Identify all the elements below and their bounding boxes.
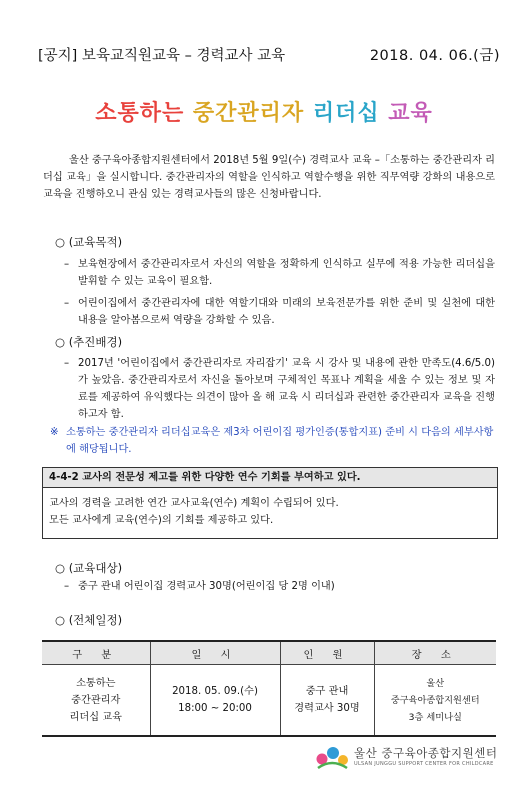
schedule-table <box>42 640 496 737</box>
evaluation-note <box>50 424 496 458</box>
background-list <box>64 355 495 423</box>
note-mark: ※ <box>50 427 59 438</box>
purpose-item-1: 보육현장에서 중간관리자로서 자신의 역할을 정확하게 인식하고 실무에 적용 가능한 리더십을 발휘할 수 있는 교육이 필요함. <box>78 259 495 287</box>
list-item: – 보육현장에서 중간관리자로서 자신의 역할을 정확하게 인식하고 실무에 적용 가능한 리더십을 발휘할 수 있는 교육이 필요함. <box>64 256 495 290</box>
cell-line: 중구 관내 <box>305 686 349 697</box>
cell-place <box>374 665 496 737</box>
logo-icon <box>314 742 350 772</box>
cell-line: 중구육아종합지원센터 <box>390 694 480 706</box>
col-header-datetime: 일 시 <box>150 641 280 665</box>
list-item: – 중구 관내 어린이집 경력교사 30명(어린이집 당 2명 이내) <box>64 578 495 595</box>
indicator-body <box>49 495 489 529</box>
title-part-1: 소통하는 <box>95 101 185 126</box>
notice-header <box>38 44 500 65</box>
cell-line: 소통하는 <box>76 677 116 689</box>
target-list <box>64 578 495 595</box>
target-heading: ○ (교육대상) <box>55 561 123 575</box>
indicator-line-1: 교사의 경력을 고려한 연간 교사교육(연수) 계획이 수립되어 있다. <box>49 498 339 509</box>
title-part-4: 교육 <box>388 101 433 126</box>
intro-paragraph: 울산 중구육아종합지원센터에서 2018년 5월 9일(수) 경력교사 교육 –「소통하는 중간관리자 리더십 교육」을 실시합니다. 중간관리자의 역할을 인식하고 역할수행을 위한 직무역량 강화의 내용으로 교육을 진행하오니 관심 있는 경력교사들의 많은 신청바랍니다. <box>43 155 495 200</box>
background-heading: ○ (추진배경) <box>55 335 123 349</box>
table-row <box>42 665 496 737</box>
cell-people <box>280 665 374 737</box>
purpose-item-2: 어린이집에서 중간관리자에 대한 역할기대와 미래의 보육전문가를 위한 준비 및 실천에 대한 내용을 알아봄으로써 역량을 강화할 수 있음. <box>78 298 495 326</box>
cell-category <box>42 665 150 737</box>
notice-date: 2018. 04. 06.(금) <box>369 48 500 64</box>
center-logo <box>314 742 504 772</box>
title-part-3: 리더십 <box>312 101 380 126</box>
cell-line: 경력교사 30명 <box>294 703 360 714</box>
cell-line: 리더십 교육 <box>69 711 122 723</box>
list-item: – 2017년 '어린이집에서 중간관리자로 자리잡기' 교육 시 강사 및 내용에 관한 만족도(4.6/5.0)가 높았음. 중간관리자로서 자신을 돌아보며 구체적인 목표나 계획을 세울 수 있는 정보 및 자료를 제공하여 유익했다는 의견이 많아 올 해 교육 시 리더십과 관련한 중간관리자 교육을 진행하고자 함. <box>64 355 495 423</box>
page-title <box>0 96 528 127</box>
cell-line: 울산 <box>426 677 445 689</box>
indicator-box <box>42 467 498 539</box>
title-part-2: 중간관리자 <box>192 101 305 126</box>
center-name-en: ULSAN JUNGGU SUPPORT CENTER FOR CHILDCARE <box>354 761 494 767</box>
purpose-list <box>64 256 495 329</box>
col-header-people: 인 원 <box>280 641 374 665</box>
target-item: 중구 관내 어린이집 경력교사 30명(어린이집 당 2명 이내) <box>78 581 335 592</box>
schedule-header-row <box>42 641 496 665</box>
cell-line: 2018. 05. 09.(수) <box>172 686 258 697</box>
cell-datetime <box>150 665 280 737</box>
col-header-place: 장 소 <box>374 641 496 665</box>
indicator-header: 4-4-2 교사의 전문성 제고를 위한 다양한 연수 기회를 부여하고 있다. <box>43 468 497 488</box>
list-item: – 어린이집에서 중간관리자에 대한 역할기대와 미래의 보육전문가를 위한 준비 및 실천에 대한 내용을 알아봄으로써 역량을 강화할 수 있음. <box>64 295 495 329</box>
indicator-line-2: 모든 교사에게 교육(연수)의 기회를 제공하고 있다. <box>49 515 274 526</box>
col-header-category: 구 분 <box>42 641 150 665</box>
background-item-1: 2017년 '어린이집에서 중간관리자로 자리잡기' 교육 시 강사 및 내용에 관한 만족도(4.6/5.0)가 높았음. 중간관리자로서 자신을 돌아보며 구체적인 목표나 계획을 세울 수 있는 정보 및 자료를 제공하여 유익했다는 의견이 많아 올 해 교육 시 리더십과 관련한 중간관리자 교육을 진행하고자 함. <box>78 358 495 420</box>
purpose-heading: ○ (교육목적) <box>55 235 123 249</box>
center-name: 울산 중구육아종합지원센터 <box>354 746 498 760</box>
cell-line: 중간관리자 <box>71 694 121 706</box>
schedule-heading: ○ (전체일정) <box>55 613 123 627</box>
notice-title: [공지] 보육교직원교육 – 경력교사 교육 <box>38 48 286 64</box>
cell-line: 3층 세미나실 <box>408 711 462 723</box>
cell-line: 18:00 ~ 20:00 <box>178 703 252 714</box>
note-text: 소통하는 중간관리자 리더십교육은 제3차 어린이집 평가인증(통합지표) 준비 시 다음의 세부사항에 해당됩니다. <box>66 427 494 455</box>
